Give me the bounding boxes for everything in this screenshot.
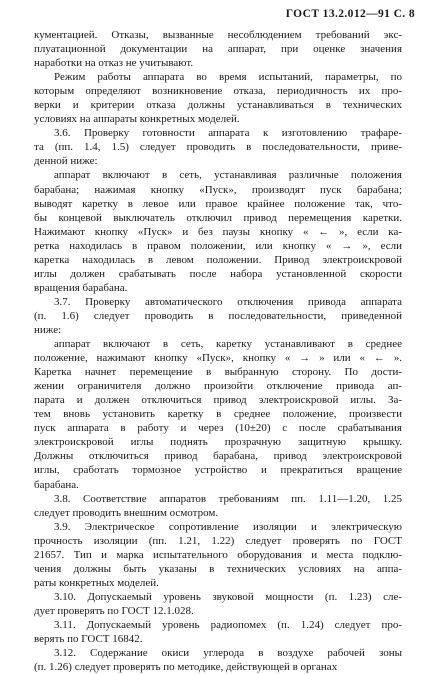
para-3-6: [34, 126, 402, 168]
para-3-11: [34, 618, 402, 646]
text-line: каретка находилась в левом положении. Привод электроискровой: [34, 253, 402, 266]
text-line: аппарат включают в сеть, каретку устанавливают в среднее: [54, 338, 402, 351]
text-line: 3.8. Соответствие аппаратов требованиям пп. 1.11—1.20, 1.25: [54, 492, 402, 505]
text-line: барабана.: [34, 478, 79, 491]
text-line: 3.10. Допускаемый уровень звуковой мощности (п. 1.23) сле-: [54, 590, 402, 603]
text-line: положение, нажимают кнопку «Пуск», кнопку « → » или « ← ».: [34, 352, 402, 365]
text-line: та (пп. 1.4, 1.5) следует проводить в последовательности, приве-: [34, 141, 402, 154]
text-line: тем вновь установить каретку в среднее положение, произвести: [34, 408, 402, 421]
para-3-7-procedure: [34, 337, 402, 492]
text-line: (п. 1.26) следует проверять по методике, действующей в органах: [34, 661, 338, 674]
text-line: бы концевой выключатель отключил привод перемещения каретки.: [34, 211, 402, 224]
text-line: условиях на аппараты конкретных моделей.: [34, 113, 240, 126]
text-line: дует проверять по ГОСТ 12.1.028.: [34, 604, 194, 617]
text-line: Каретка начнет перемещение в выбранную сторону. По дости-: [34, 366, 402, 379]
para-test-mode: [34, 70, 402, 126]
text-line: чения должны быть указаны в технических условиях на аппа-: [34, 562, 402, 575]
text-line: 3.6. Проверку готовности аппарата к изготовлению трафаре-: [54, 127, 402, 140]
text-line: выводят каретку в левое или правое крайнее положение так, что-: [34, 197, 402, 210]
text-line: кументацией. Отказы, вызванные несоблюдением требований экс-: [34, 29, 402, 41]
document-body: [34, 28, 402, 674]
text-line: вращения барабана.: [34, 281, 128, 294]
text-line: ниже:: [34, 323, 62, 336]
text-line: иглы, сработать тормозное устройство и прекратиться вращение: [34, 464, 402, 477]
text-line: электроискровой иглы поднять прозрачную защитную крышку.: [34, 436, 402, 449]
text-line: денной ниже:: [34, 155, 98, 168]
text-line: Должны отключиться привод барабана, привод электроискровой: [34, 450, 402, 463]
page-header: ГОСТ 13.2.012—91 С. 8: [285, 8, 415, 20]
text-line: верять по ГОСТ 16842.: [34, 633, 143, 646]
text-line: жении ограничителя должно произойти отключение привода ап-: [34, 380, 402, 393]
text-line: верки и критерии отказа должны устанавливаться в технических: [34, 99, 402, 112]
para-3-10: [34, 590, 402, 618]
text-line: (п. 1.6) следует проводить в последовательности, приведенной: [34, 309, 402, 322]
para-3-9: [34, 520, 402, 590]
text-line: плуатационной документации на аппарат, при оценке значения: [34, 43, 402, 56]
text-line: 3.12. Содержание окиси углерода в воздухе рабочей зоны: [54, 647, 402, 660]
text-line: которым определяют возникновение отказа, периодичность их про-: [34, 85, 402, 98]
text-line: раты конкретных моделей.: [34, 576, 159, 589]
text-line: Нажимают кнопку «Пуск» и без паузы кнопку « ← », если ка-: [34, 225, 402, 238]
text-line: 3.11. Допускаемый уровень радиопомех (п. 1.24) следует про-: [54, 618, 402, 631]
text-line: барабана; нажимая кнопку «Пуск», производят пуск барабана;: [34, 183, 402, 196]
text-line: следует проводить внешним осмотром.: [34, 506, 219, 519]
para-3-12: [34, 646, 402, 674]
text-line: иглы должен срабатывать после набора установленной скорости: [34, 267, 402, 280]
para-3-7: [34, 295, 402, 337]
text-line: наработки на отказ не учитывают.: [34, 57, 194, 70]
text-line: 3.7. Проверку автоматического отключения привода аппарата: [54, 295, 402, 308]
para-3-6-procedure: [34, 168, 402, 294]
text-line: парата и должен отключиться привод электроискровой иглы. За-: [34, 394, 402, 407]
text-line: Режим работы аппарата во время испытаний, параметры, по: [54, 71, 402, 84]
para-3-8: [34, 492, 402, 520]
text-line: 3.9. Электрическое сопротивление изоляции и электрическую: [54, 520, 402, 533]
text-line: 21657. Тип и марка испытательного оборудования и места подклю-: [34, 548, 402, 561]
text-line: ретка находилась в правом положении, или кнопку « → », если: [34, 239, 402, 252]
text-line: прочность изоляции (пп. 1.21, 1.22) следует проверять по ГОСТ: [34, 534, 402, 547]
text-line: аппарат включают в сеть, устанавливая различные положения: [54, 169, 402, 182]
text-line: пуск аппарата в работу и через (10±20) с после срабатывания: [34, 422, 402, 435]
para-continuation: [34, 28, 402, 70]
